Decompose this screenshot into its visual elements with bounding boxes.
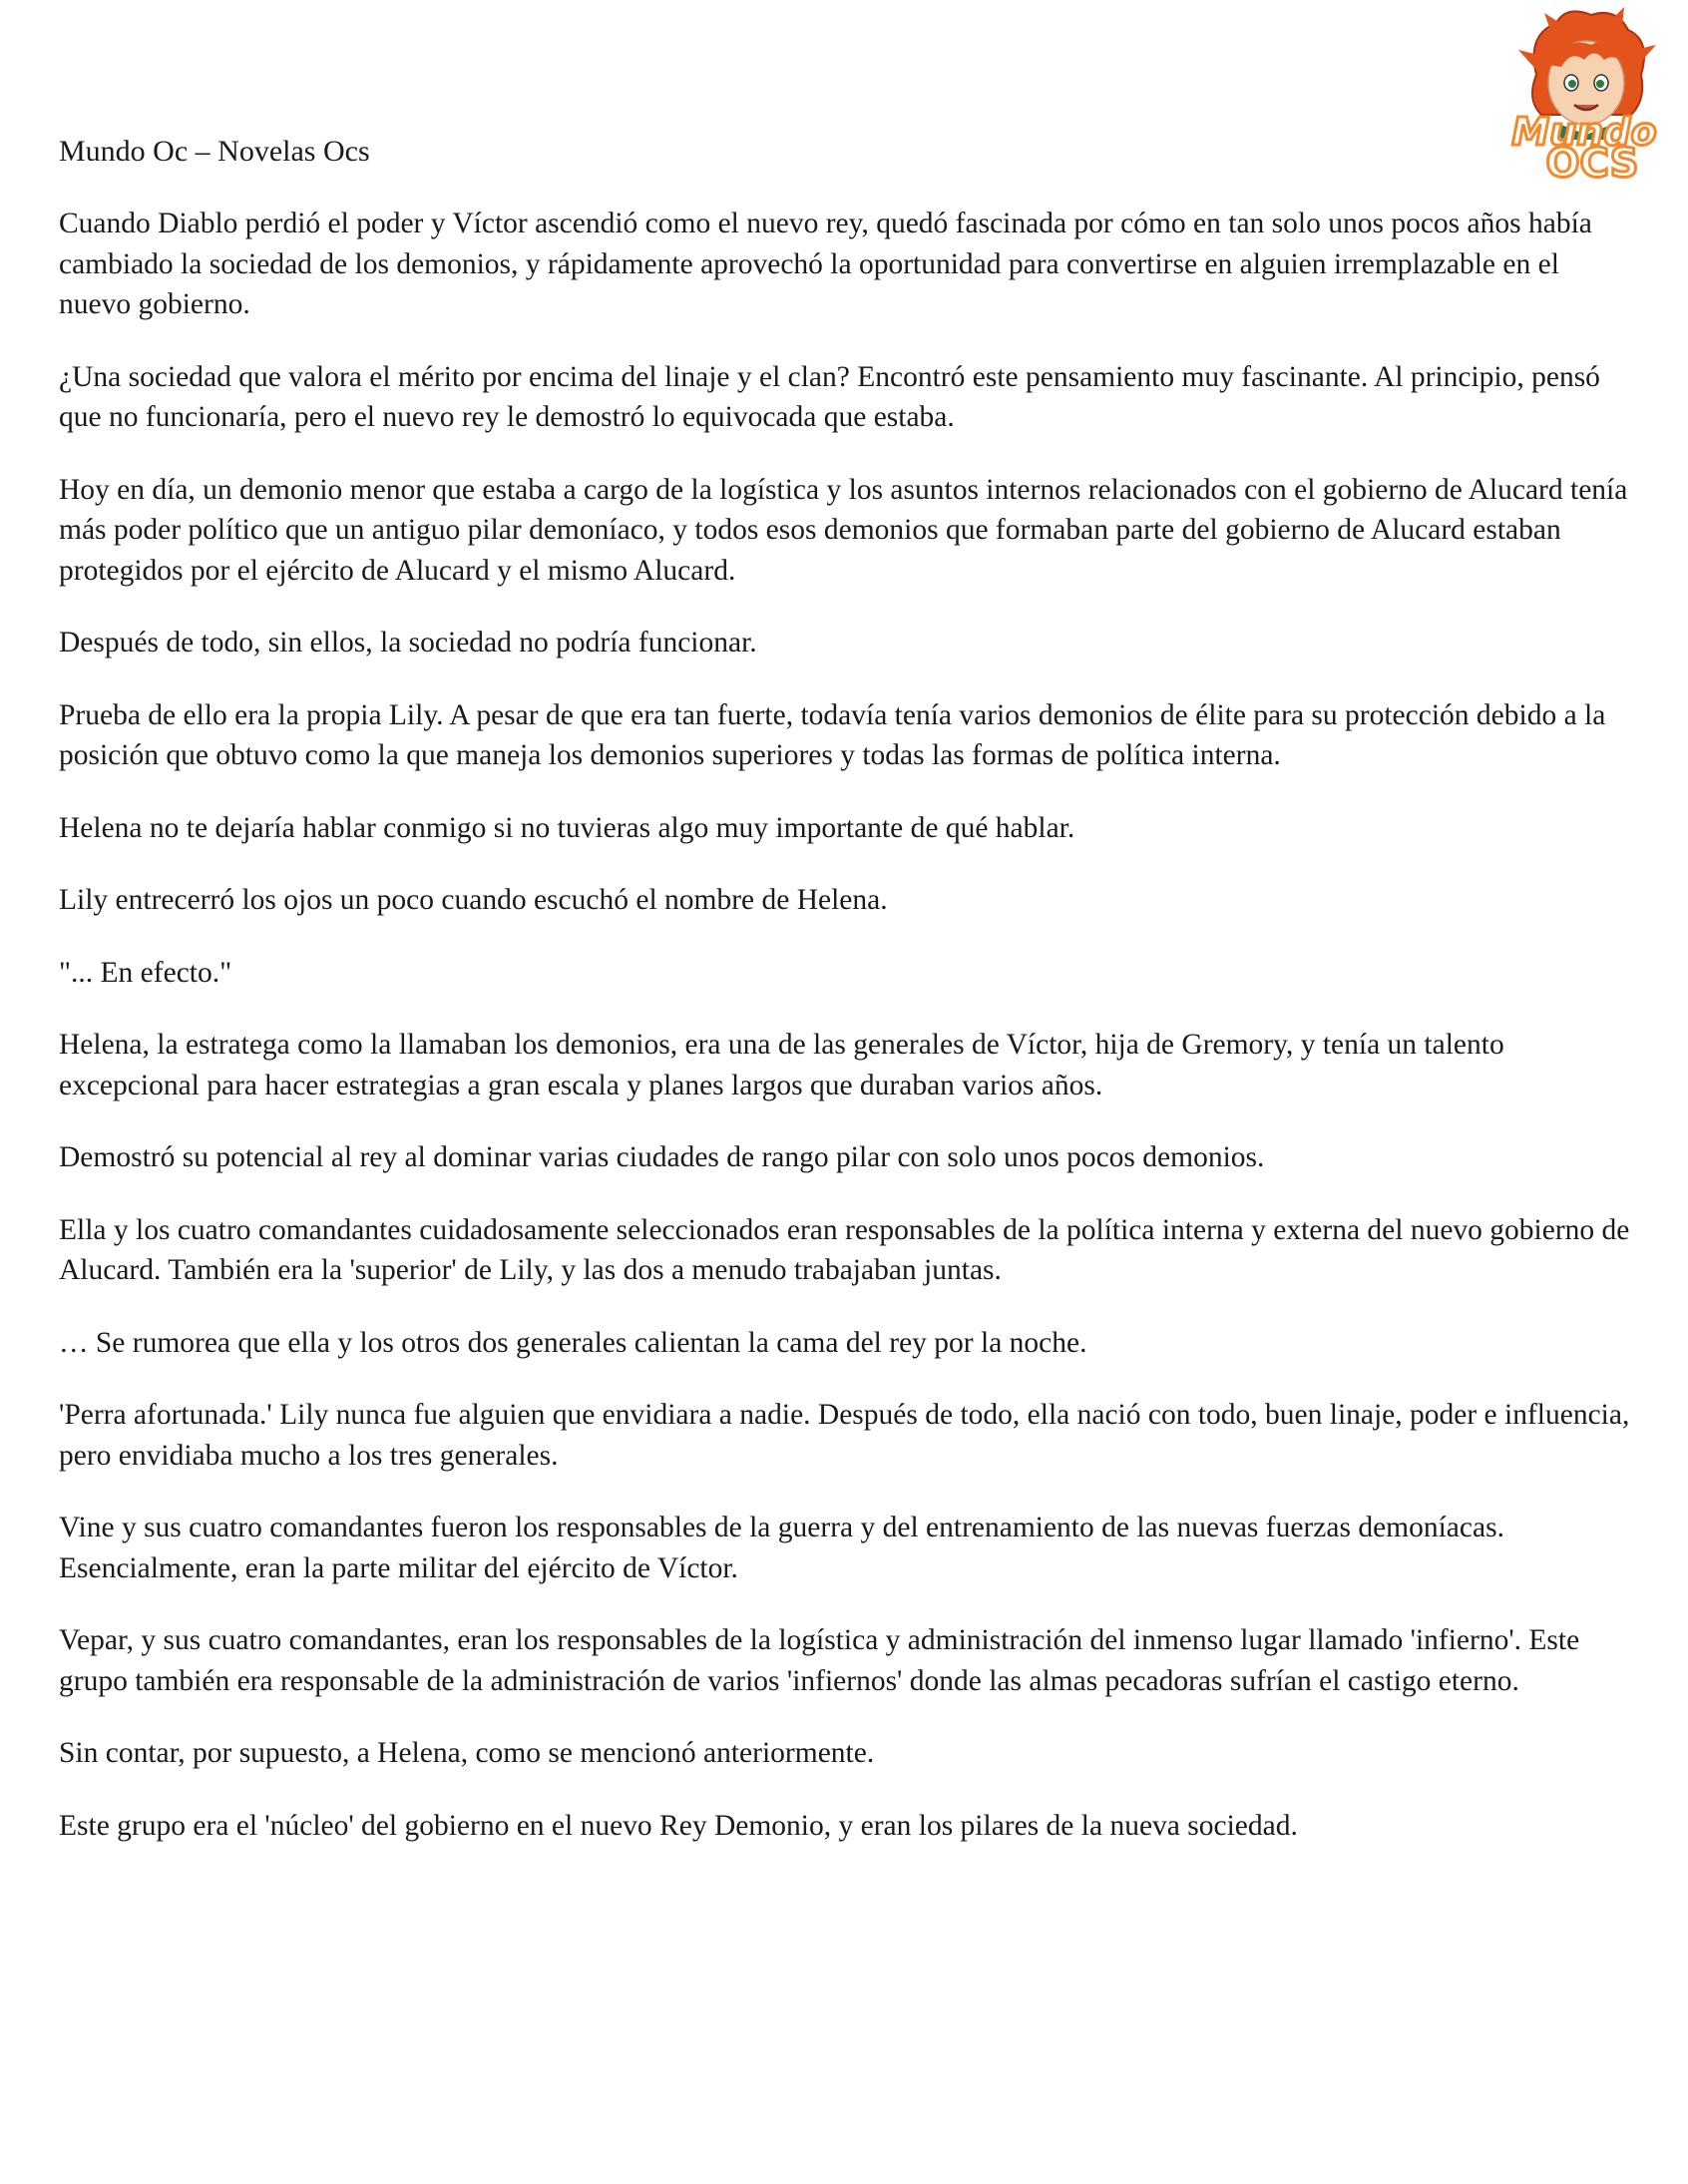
paragraph: Demostró su potencial al rey al dominar varias ciudades de rango pilar con solo unos pocos demonios.: [59, 1141, 1265, 1173]
paragraph: "... En efecto.": [59, 956, 232, 989]
paragraph: Ella y los cuatro comandantes cuidadosamente seleccionados eran responsables de la política interna y externa del nuevo gobierno de Alucard. También era la 'superior' de Lily, y las dos a menudo trabajaban juntas.: [59, 1213, 1630, 1286]
logo-text-mundo: Mundo: [1511, 110, 1657, 154]
paragraph: Este grupo era el 'núcleo' del gobierno en el nuevo Rey Demonio, y eran los pilares de la nueva sociedad.: [59, 1809, 1298, 1842]
paragraph: Después de todo, sin ellos, la sociedad no podría funcionar.: [59, 627, 757, 658]
paragraph: Vine y sus cuatro comandantes fueron los responsables de la guerra y del entrenamiento de las nuevas fuerzas demoníacas. Esencialmente, eran la parte militar del ejército de Víctor.: [59, 1512, 1504, 1584]
paragraph: Lily entrecerró los ojos un poco cuando escuchó el nombre de Helena.: [59, 884, 888, 916]
paragraph: Cuando Diablo perdió el poder y Víctor ascendió como el nuevo rey, quedó fascinada por cómo en tan solo unos pocos años había cambiado la sociedad de los demonios, y rápidamente aprovechó la oportunidad para convertirse en alguien irremplazable en el nuevo gobierno.: [59, 208, 1592, 320]
paragraph: Hoy en día, un demonio menor que estaba a cargo de la logística y los asuntos internos relacionados con el gobierno de Alucard tenía más poder político que un antiguo pilar demoníaco, y todos esos demonios que formaban parte del gobierno de Alucard estaban protegidos por el ejército de Alucard y el mismo Alucard.: [59, 473, 1628, 587]
document-body: [59, 204, 1635, 1878]
paragraph: Helena no te dejaría hablar conmigo si no tuvieras algo muy importante de qué hablar.: [59, 811, 1075, 844]
paragraph: Vepar, y sus cuatro comandantes, eran los responsables de la logística y administración del inmenso lugar llamado 'infierno'. Este grupo también era responsable de la administración de varios 'infiernos' donde las almas pecadoras sufrían el castigo eterno.: [59, 1624, 1580, 1697]
logo-text-ocs: OCS: [1545, 141, 1639, 180]
mundo-ocs-logo: [1496, 5, 1671, 180]
paragraph: Sin contar, por supuesto, a Helena, como se mencionó anteriormente.: [59, 1737, 875, 1769]
paragraph: Prueba de ello era la propia Lily. A pesar de que era tan fuerte, todavía tenía varios demonios de élite para su protección debido a la posición que obtuvo como la que maneja los demonios superiores y todas las formas de política interna.: [59, 698, 1606, 771]
paragraph: Helena, la estratega como la llamaban los demonios, era una de las generales de Víctor, hija de Gremory, y tenía un talento excepcional para hacer estrategias a gran escala y planes largos que duraban varios años.: [59, 1029, 1504, 1101]
paragraph: ¿Una sociedad que valora el mérito por encima del linaje y el clan? Encontró este pensamiento muy fascinante. Al principio, pensó que no funcionaría, pero el nuevo rey le demostró lo equivocada que estaba.: [59, 360, 1600, 433]
paragraph: … Se rumorea que ella y los otros dos generales calientan la cama del rey por la noche.: [59, 1326, 1087, 1359]
document-header: Mundo Oc – Novelas Ocs: [59, 135, 370, 168]
paragraph: 'Perra afortunada.' Lily nunca fue alguien que envidiara a nadie. Después de todo, ella nació con todo, buen linaje, poder e influencia, pero envidiaba mucho a los tres generales.: [59, 1399, 1630, 1472]
